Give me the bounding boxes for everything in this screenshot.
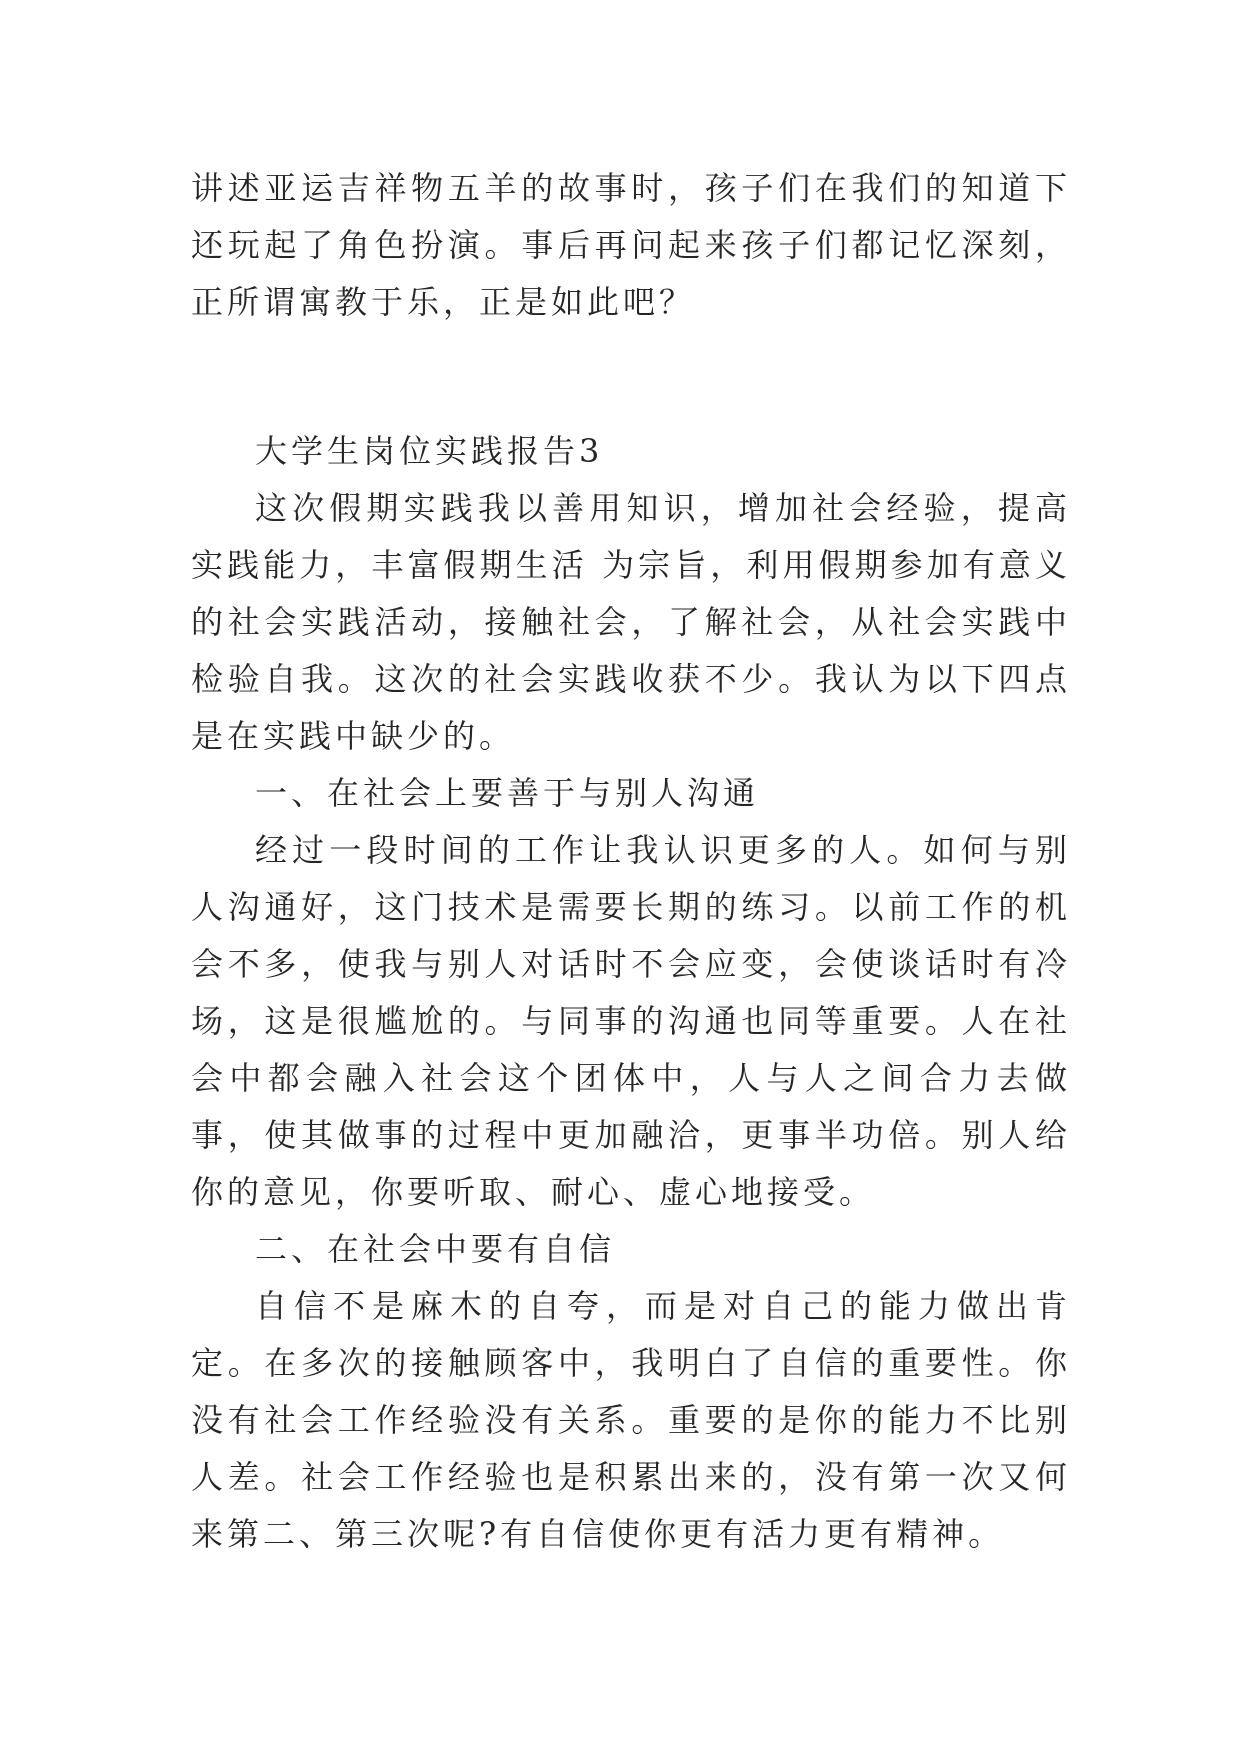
paragraph-intro: 这次假期实践我以善用知识，增加社会经验，提高实践能力，丰富假期生活 为宗旨，利用假期参加有意义的社会实践活动，接触社会，了解社会，从社会实践中检验自我。这次的社会实践收获不少。我认为以下四点是在实践中缺少的。 xyxy=(191,489,1071,755)
paragraph-confidence: 自信不是麻木的自夸，而是对自己的能力做出肯定。在多次的接触顾客中，我明白了自信的重要性。你没有社会工作经验没有关系。重要的是你的能力不比别人差。社会工作经验也是积累出来的，没有第一次又何来第二、第三次呢?有自信使你更有活力更有精神。 xyxy=(191,1287,1071,1553)
section-title: 大学生岗位实践报告3 xyxy=(255,432,604,470)
subheading-communication: 一、在社会上要善于与别人沟通 xyxy=(255,774,760,812)
paragraph-communication: 经过一段时间的工作让我认识更多的人。如何与别人沟通好，这门技术是需要长期的练习。以前工作的机会不多，使我与别人对话时不会应变，会使谈话时有冷场，这是很尴尬的。与同事的沟通也同等重要。人在社会中都会融入社会这个团体中，人与人之间合力去做事，使其做事的过程中更加融洽，更事半功倍。别人给你的意见，你要听取、耐心、虚心地接受。 xyxy=(191,831,1071,1211)
paragraph-continued: 讲述亚运吉祥物五羊的故事时，孩子们在我们的知道下还玩起了角色扮演。事后再问起来孩子们都记忆深刻，正所谓寓教于乐，正是如此吧？ xyxy=(191,169,1071,321)
subheading-confidence: 二、在社会中要有自信 xyxy=(255,1230,616,1268)
document-body xyxy=(191,160,1071,1563)
